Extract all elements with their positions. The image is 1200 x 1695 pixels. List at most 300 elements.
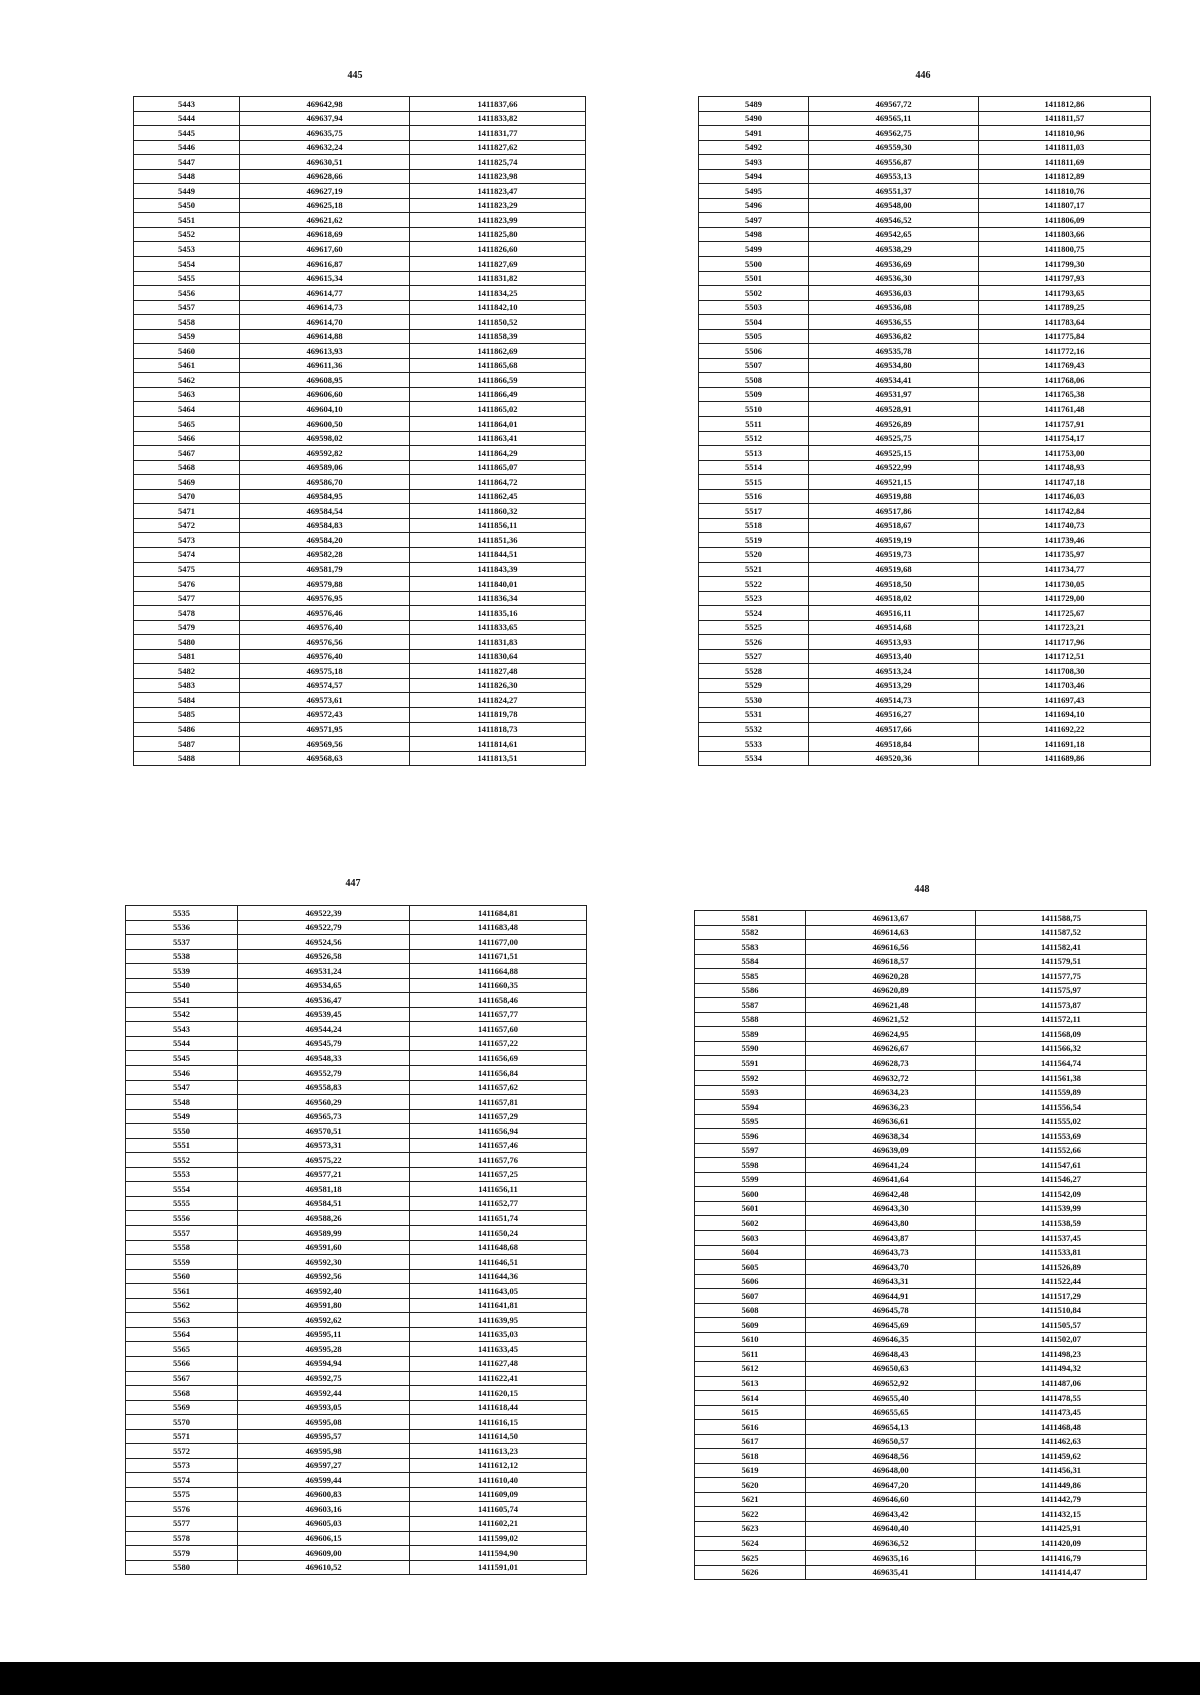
point-number-cell: 5589 bbox=[695, 1027, 806, 1042]
y-coordinate-cell: 1411416,79 bbox=[976, 1551, 1147, 1566]
y-coordinate-cell: 1411526,89 bbox=[976, 1260, 1147, 1275]
table-row bbox=[126, 1066, 587, 1081]
x-coordinate-cell: 469594,94 bbox=[238, 1356, 410, 1371]
point-number-cell: 5587 bbox=[695, 998, 806, 1013]
point-number-cell: 5445 bbox=[134, 126, 240, 141]
y-coordinate-cell: 1411579,51 bbox=[976, 954, 1147, 969]
y-coordinate-cell: 1411864,01 bbox=[410, 417, 586, 432]
table-row bbox=[695, 954, 1147, 969]
table-row bbox=[126, 1560, 587, 1575]
table-row bbox=[699, 257, 1151, 272]
x-coordinate-cell: 469574,57 bbox=[240, 678, 410, 693]
x-coordinate-cell: 469589,99 bbox=[238, 1226, 410, 1241]
y-coordinate-cell: 1411807,17 bbox=[979, 198, 1151, 213]
table-row bbox=[134, 446, 586, 461]
y-coordinate-cell: 1411691,18 bbox=[979, 737, 1151, 752]
y-coordinate-cell: 1411866,49 bbox=[410, 387, 586, 402]
y-coordinate-cell: 1411800,75 bbox=[979, 242, 1151, 257]
y-coordinate-cell: 1411863,41 bbox=[410, 431, 586, 446]
table-row bbox=[126, 1269, 587, 1284]
x-coordinate-cell: 469592,75 bbox=[238, 1371, 410, 1386]
x-coordinate-cell: 469539,45 bbox=[238, 1007, 410, 1022]
point-number-cell: 5501 bbox=[699, 271, 809, 286]
point-number-cell: 5463 bbox=[134, 387, 240, 402]
x-coordinate-cell: 469595,08 bbox=[238, 1415, 410, 1430]
x-coordinate-cell: 469642,98 bbox=[240, 97, 410, 112]
x-coordinate-cell: 469644,91 bbox=[806, 1289, 976, 1304]
point-number-cell: 5584 bbox=[695, 954, 806, 969]
x-coordinate-cell: 469536,47 bbox=[238, 993, 410, 1008]
y-coordinate-cell: 1411459,62 bbox=[976, 1449, 1147, 1464]
table-row bbox=[126, 964, 587, 979]
x-coordinate-cell: 469643,31 bbox=[806, 1274, 976, 1289]
point-number-cell: 5443 bbox=[134, 97, 240, 112]
y-coordinate-cell: 1411559,89 bbox=[976, 1085, 1147, 1100]
y-coordinate-cell: 1411850,52 bbox=[410, 315, 586, 330]
y-coordinate-cell: 1411449,86 bbox=[976, 1478, 1147, 1493]
x-coordinate-cell: 469635,75 bbox=[240, 126, 410, 141]
x-coordinate-cell: 469606,15 bbox=[238, 1531, 410, 1546]
x-coordinate-cell: 469575,22 bbox=[238, 1153, 410, 1168]
x-coordinate-cell: 469553,13 bbox=[809, 169, 979, 184]
y-coordinate-cell: 1411547,61 bbox=[976, 1158, 1147, 1173]
table-row bbox=[126, 1211, 587, 1226]
y-coordinate-cell: 1411618,44 bbox=[410, 1400, 587, 1415]
x-coordinate-cell: 469513,93 bbox=[809, 635, 979, 650]
table-row bbox=[126, 1502, 587, 1517]
x-coordinate-cell: 469609,00 bbox=[238, 1546, 410, 1561]
point-number-cell: 5525 bbox=[699, 620, 809, 635]
table-row bbox=[699, 402, 1151, 417]
point-number-cell: 5490 bbox=[699, 111, 809, 126]
point-number-cell: 5620 bbox=[695, 1478, 806, 1493]
y-coordinate-cell: 1411836,34 bbox=[410, 591, 586, 606]
x-coordinate-cell: 469531,97 bbox=[809, 387, 979, 402]
x-coordinate-cell: 469620,28 bbox=[806, 969, 976, 984]
x-coordinate-cell: 469643,80 bbox=[806, 1216, 976, 1231]
point-number-cell: 5458 bbox=[134, 315, 240, 330]
y-coordinate-cell: 1411552,66 bbox=[976, 1143, 1147, 1158]
point-number-cell: 5503 bbox=[699, 300, 809, 315]
table-row bbox=[695, 1216, 1147, 1231]
table-row bbox=[126, 1109, 587, 1124]
x-coordinate-cell: 469519,73 bbox=[809, 547, 979, 562]
point-number-cell: 5560 bbox=[126, 1269, 238, 1284]
x-coordinate-cell: 469616,56 bbox=[806, 940, 976, 955]
table-row bbox=[695, 1405, 1147, 1420]
x-coordinate-cell: 469545,79 bbox=[238, 1036, 410, 1051]
table-row bbox=[126, 1051, 587, 1066]
x-coordinate-cell: 469518,50 bbox=[809, 577, 979, 592]
point-number-cell: 5569 bbox=[126, 1400, 238, 1415]
point-number-cell: 5480 bbox=[134, 635, 240, 650]
y-coordinate-cell: 1411813,51 bbox=[410, 751, 586, 766]
x-coordinate-cell: 469638,34 bbox=[806, 1129, 976, 1144]
y-coordinate-cell: 1411835,16 bbox=[410, 606, 586, 621]
point-number-cell: 5539 bbox=[126, 964, 238, 979]
table-row bbox=[695, 1536, 1147, 1551]
point-number-cell: 5449 bbox=[134, 184, 240, 199]
table-row bbox=[126, 978, 587, 993]
y-coordinate-cell: 1411468,48 bbox=[976, 1420, 1147, 1435]
point-number-cell: 5590 bbox=[695, 1041, 806, 1056]
x-coordinate-cell: 469645,69 bbox=[806, 1318, 976, 1333]
point-number-cell: 5466 bbox=[134, 431, 240, 446]
point-number-cell: 5576 bbox=[126, 1502, 238, 1517]
table-row bbox=[695, 1187, 1147, 1202]
point-number-cell: 5588 bbox=[695, 1012, 806, 1027]
y-coordinate-cell: 1411811,57 bbox=[979, 111, 1151, 126]
y-coordinate-cell: 1411814,61 bbox=[410, 737, 586, 752]
point-number-cell: 5487 bbox=[134, 737, 240, 752]
table-row bbox=[699, 126, 1151, 141]
point-number-cell: 5583 bbox=[695, 940, 806, 955]
point-number-cell: 5554 bbox=[126, 1182, 238, 1197]
point-number-cell: 5523 bbox=[699, 591, 809, 606]
point-number-cell: 5507 bbox=[699, 358, 809, 373]
point-number-cell: 5479 bbox=[134, 620, 240, 635]
x-coordinate-cell: 469531,24 bbox=[238, 964, 410, 979]
y-coordinate-cell: 1411843,39 bbox=[410, 562, 586, 577]
table-row bbox=[134, 111, 586, 126]
table-row bbox=[134, 562, 586, 577]
point-number-cell: 5551 bbox=[126, 1138, 238, 1153]
x-coordinate-cell: 469597,27 bbox=[238, 1458, 410, 1473]
x-coordinate-cell: 469560,29 bbox=[238, 1095, 410, 1110]
x-coordinate-cell: 469519,88 bbox=[809, 489, 979, 504]
point-number-cell: 5461 bbox=[134, 358, 240, 373]
y-coordinate-cell: 1411652,77 bbox=[410, 1196, 587, 1211]
point-number-cell: 5553 bbox=[126, 1167, 238, 1182]
x-coordinate-cell: 469614,73 bbox=[240, 300, 410, 315]
x-coordinate-cell: 469579,88 bbox=[240, 577, 410, 592]
point-number-cell: 5570 bbox=[126, 1415, 238, 1430]
x-coordinate-cell: 469518,84 bbox=[809, 737, 979, 752]
x-coordinate-cell: 469517,66 bbox=[809, 722, 979, 737]
x-coordinate-cell: 469606,60 bbox=[240, 387, 410, 402]
point-number-cell: 5559 bbox=[126, 1255, 238, 1270]
x-coordinate-cell: 469551,37 bbox=[809, 184, 979, 199]
y-coordinate-cell: 1411639,95 bbox=[410, 1313, 587, 1328]
x-coordinate-cell: 469648,56 bbox=[806, 1449, 976, 1464]
table-row bbox=[134, 126, 586, 141]
table-row bbox=[695, 1129, 1147, 1144]
point-number-cell: 5534 bbox=[699, 751, 809, 766]
coordinates-table bbox=[694, 910, 1147, 1580]
y-coordinate-cell: 1411553,69 bbox=[976, 1129, 1147, 1144]
y-coordinate-cell: 1411671,51 bbox=[410, 949, 587, 964]
y-coordinate-cell: 1411646,51 bbox=[410, 1255, 587, 1270]
y-coordinate-cell: 1411658,46 bbox=[410, 993, 587, 1008]
point-number-cell: 5607 bbox=[695, 1289, 806, 1304]
x-coordinate-cell: 469610,52 bbox=[238, 1560, 410, 1575]
x-coordinate-cell: 469575,18 bbox=[240, 664, 410, 679]
y-coordinate-cell: 1411746,03 bbox=[979, 489, 1151, 504]
point-number-cell: 5578 bbox=[126, 1531, 238, 1546]
point-number-cell: 5521 bbox=[699, 562, 809, 577]
point-number-cell: 5506 bbox=[699, 344, 809, 359]
point-number-cell: 5580 bbox=[126, 1560, 238, 1575]
y-coordinate-cell: 1411577,75 bbox=[976, 969, 1147, 984]
y-coordinate-cell: 1411757,91 bbox=[979, 417, 1151, 432]
table-row bbox=[126, 1473, 587, 1488]
point-number-cell: 5615 bbox=[695, 1405, 806, 1420]
x-coordinate-cell: 469565,11 bbox=[809, 111, 979, 126]
y-coordinate-cell: 1411833,65 bbox=[410, 620, 586, 635]
point-number-cell: 5455 bbox=[134, 271, 240, 286]
point-number-cell: 5564 bbox=[126, 1327, 238, 1342]
x-coordinate-cell: 469559,30 bbox=[809, 140, 979, 155]
point-number-cell: 5574 bbox=[126, 1473, 238, 1488]
table-row bbox=[699, 184, 1151, 199]
x-coordinate-cell: 469648,43 bbox=[806, 1347, 976, 1362]
y-coordinate-cell: 1411537,45 bbox=[976, 1231, 1147, 1246]
x-coordinate-cell: 469634,23 bbox=[806, 1085, 976, 1100]
table-row bbox=[134, 693, 586, 708]
x-coordinate-cell: 469536,82 bbox=[809, 329, 979, 344]
point-number-cell: 5505 bbox=[699, 329, 809, 344]
point-number-cell: 5537 bbox=[126, 935, 238, 950]
y-coordinate-cell: 1411694,10 bbox=[979, 707, 1151, 722]
x-coordinate-cell: 469576,46 bbox=[240, 606, 410, 621]
x-coordinate-cell: 469635,41 bbox=[806, 1565, 976, 1580]
point-number-cell: 5604 bbox=[695, 1245, 806, 1260]
table-row bbox=[126, 1400, 587, 1415]
point-number-cell: 5486 bbox=[134, 722, 240, 737]
y-coordinate-cell: 1411684,81 bbox=[410, 906, 587, 921]
point-number-cell: 5573 bbox=[126, 1458, 238, 1473]
x-coordinate-cell: 469593,05 bbox=[238, 1400, 410, 1415]
point-number-cell: 5491 bbox=[699, 126, 809, 141]
x-coordinate-cell: 469581,18 bbox=[238, 1182, 410, 1197]
point-number-cell: 5596 bbox=[695, 1129, 806, 1144]
x-coordinate-cell: 469592,30 bbox=[238, 1255, 410, 1270]
table-row bbox=[134, 664, 586, 679]
point-number-cell: 5512 bbox=[699, 431, 809, 446]
point-number-cell: 5473 bbox=[134, 533, 240, 548]
point-number-cell: 5474 bbox=[134, 547, 240, 562]
table-row bbox=[134, 737, 586, 752]
x-coordinate-cell: 469542,65 bbox=[809, 227, 979, 242]
point-number-cell: 5522 bbox=[699, 577, 809, 592]
x-coordinate-cell: 469576,95 bbox=[240, 591, 410, 606]
y-coordinate-cell: 1411833,82 bbox=[410, 111, 586, 126]
table-row bbox=[134, 402, 586, 417]
point-number-cell: 5509 bbox=[699, 387, 809, 402]
point-number-cell: 5577 bbox=[126, 1516, 238, 1531]
x-coordinate-cell: 469618,69 bbox=[240, 227, 410, 242]
table-row bbox=[134, 184, 586, 199]
point-number-cell: 5593 bbox=[695, 1085, 806, 1100]
table-row bbox=[699, 489, 1151, 504]
table-row bbox=[126, 1167, 587, 1182]
x-coordinate-cell: 469592,56 bbox=[238, 1269, 410, 1284]
y-coordinate-cell: 1411657,60 bbox=[410, 1022, 587, 1037]
table-row bbox=[699, 300, 1151, 315]
table-row bbox=[695, 1260, 1147, 1275]
x-coordinate-cell: 469544,24 bbox=[238, 1022, 410, 1037]
point-number-cell: 5610 bbox=[695, 1332, 806, 1347]
point-number-cell: 5453 bbox=[134, 242, 240, 257]
x-coordinate-cell: 469522,99 bbox=[809, 460, 979, 475]
x-coordinate-cell: 469514,73 bbox=[809, 693, 979, 708]
x-coordinate-cell: 469615,34 bbox=[240, 271, 410, 286]
y-coordinate-cell: 1411657,62 bbox=[410, 1080, 587, 1095]
table-row bbox=[134, 417, 586, 432]
point-number-cell: 5557 bbox=[126, 1226, 238, 1241]
table-row bbox=[695, 925, 1147, 940]
y-coordinate-cell: 1411775,84 bbox=[979, 329, 1151, 344]
table-row bbox=[695, 1056, 1147, 1071]
y-coordinate-cell: 1411633,45 bbox=[410, 1342, 587, 1357]
x-coordinate-cell: 469595,11 bbox=[238, 1327, 410, 1342]
table-row bbox=[126, 906, 587, 921]
y-coordinate-cell: 1411657,22 bbox=[410, 1036, 587, 1051]
point-number-cell: 5568 bbox=[126, 1386, 238, 1401]
y-coordinate-cell: 1411819,78 bbox=[410, 707, 586, 722]
table-row bbox=[699, 649, 1151, 664]
x-coordinate-cell: 469614,77 bbox=[240, 286, 410, 301]
y-coordinate-cell: 1411566,32 bbox=[976, 1041, 1147, 1056]
point-number-cell: 5623 bbox=[695, 1521, 806, 1536]
y-coordinate-cell: 1411827,69 bbox=[410, 257, 586, 272]
x-coordinate-cell: 469652,92 bbox=[806, 1376, 976, 1391]
point-number-cell: 5606 bbox=[695, 1274, 806, 1289]
y-coordinate-cell: 1411613,23 bbox=[410, 1444, 587, 1459]
y-coordinate-cell: 1411856,11 bbox=[410, 518, 586, 533]
table-row bbox=[695, 940, 1147, 955]
point-number-cell: 5468 bbox=[134, 460, 240, 475]
table-row bbox=[699, 475, 1151, 490]
y-coordinate-cell: 1411811,03 bbox=[979, 140, 1151, 155]
y-coordinate-cell: 1411823,98 bbox=[410, 169, 586, 184]
x-coordinate-cell: 469654,13 bbox=[806, 1420, 976, 1435]
y-coordinate-cell: 1411656,11 bbox=[410, 1182, 587, 1197]
x-coordinate-cell: 469617,60 bbox=[240, 242, 410, 257]
point-number-cell: 5492 bbox=[699, 140, 809, 155]
table-row bbox=[134, 358, 586, 373]
point-number-cell: 5448 bbox=[134, 169, 240, 184]
point-number-cell: 5602 bbox=[695, 1216, 806, 1231]
x-coordinate-cell: 469630,51 bbox=[240, 155, 410, 170]
x-coordinate-cell: 469646,60 bbox=[806, 1492, 976, 1507]
x-coordinate-cell: 469621,48 bbox=[806, 998, 976, 1013]
table-row bbox=[134, 155, 586, 170]
x-coordinate-cell: 469584,51 bbox=[238, 1196, 410, 1211]
coordinates-table bbox=[698, 96, 1151, 766]
y-coordinate-cell: 1411862,69 bbox=[410, 344, 586, 359]
coordinates-table bbox=[133, 96, 586, 766]
y-coordinate-cell: 1411656,84 bbox=[410, 1066, 587, 1081]
x-coordinate-cell: 469513,40 bbox=[809, 649, 979, 664]
x-coordinate-cell: 469605,03 bbox=[238, 1516, 410, 1531]
y-coordinate-cell: 1411754,17 bbox=[979, 431, 1151, 446]
x-coordinate-cell: 469640,40 bbox=[806, 1521, 976, 1536]
y-coordinate-cell: 1411772,16 bbox=[979, 344, 1151, 359]
y-coordinate-cell: 1411865,07 bbox=[410, 460, 586, 475]
table-row bbox=[695, 1274, 1147, 1289]
table-row bbox=[134, 533, 586, 548]
table-row bbox=[699, 707, 1151, 722]
y-coordinate-cell: 1411725,67 bbox=[979, 606, 1151, 621]
point-number-cell: 5546 bbox=[126, 1066, 238, 1081]
page-number: 448 bbox=[914, 884, 930, 895]
point-number-cell: 5451 bbox=[134, 213, 240, 228]
y-coordinate-cell: 1411793,65 bbox=[979, 286, 1151, 301]
x-coordinate-cell: 469620,89 bbox=[806, 983, 976, 998]
x-coordinate-cell: 469599,44 bbox=[238, 1473, 410, 1488]
table-row bbox=[699, 547, 1151, 562]
y-coordinate-cell: 1411697,43 bbox=[979, 693, 1151, 708]
y-coordinate-cell: 1411616,15 bbox=[410, 1415, 587, 1430]
x-coordinate-cell: 469621,52 bbox=[806, 1012, 976, 1027]
x-coordinate-cell: 469516,11 bbox=[809, 606, 979, 621]
table-row bbox=[695, 1027, 1147, 1042]
table-row bbox=[699, 358, 1151, 373]
y-coordinate-cell: 1411573,87 bbox=[976, 998, 1147, 1013]
y-coordinate-cell: 1411656,69 bbox=[410, 1051, 587, 1066]
y-coordinate-cell: 1411811,69 bbox=[979, 155, 1151, 170]
x-coordinate-cell: 469534,80 bbox=[809, 358, 979, 373]
x-coordinate-cell: 469643,30 bbox=[806, 1201, 976, 1216]
point-number-cell: 5613 bbox=[695, 1376, 806, 1391]
table-row bbox=[699, 577, 1151, 592]
table-row bbox=[126, 993, 587, 1008]
point-number-cell: 5511 bbox=[699, 417, 809, 432]
table-row bbox=[126, 1153, 587, 1168]
table-row bbox=[699, 97, 1151, 112]
point-number-cell: 5618 bbox=[695, 1449, 806, 1464]
table-row bbox=[699, 606, 1151, 621]
point-number-cell: 5558 bbox=[126, 1240, 238, 1255]
y-coordinate-cell: 1411810,76 bbox=[979, 184, 1151, 199]
coordinates-table bbox=[125, 905, 587, 1575]
y-coordinate-cell: 1411834,25 bbox=[410, 286, 586, 301]
point-number-cell: 5566 bbox=[126, 1356, 238, 1371]
y-coordinate-cell: 1411555,02 bbox=[976, 1114, 1147, 1129]
point-number-cell: 5579 bbox=[126, 1546, 238, 1561]
y-coordinate-cell: 1411657,76 bbox=[410, 1153, 587, 1168]
x-coordinate-cell: 469514,68 bbox=[809, 620, 979, 635]
x-coordinate-cell: 469643,70 bbox=[806, 1260, 976, 1275]
table-row bbox=[695, 1201, 1147, 1216]
y-coordinate-cell: 1411599,02 bbox=[410, 1531, 587, 1546]
y-coordinate-cell: 1411827,48 bbox=[410, 664, 586, 679]
point-number-cell: 5529 bbox=[699, 678, 809, 693]
x-coordinate-cell: 469534,41 bbox=[809, 373, 979, 388]
point-number-cell: 5535 bbox=[126, 906, 238, 921]
y-coordinate-cell: 1411789,25 bbox=[979, 300, 1151, 315]
x-coordinate-cell: 469517,86 bbox=[809, 504, 979, 519]
table-row bbox=[134, 649, 586, 664]
y-coordinate-cell: 1411539,99 bbox=[976, 1201, 1147, 1216]
point-number-cell: 5446 bbox=[134, 140, 240, 155]
point-number-cell: 5616 bbox=[695, 1420, 806, 1435]
y-coordinate-cell: 1411572,11 bbox=[976, 1012, 1147, 1027]
y-coordinate-cell: 1411765,38 bbox=[979, 387, 1151, 402]
y-coordinate-cell: 1411643,05 bbox=[410, 1284, 587, 1299]
x-coordinate-cell: 469519,19 bbox=[809, 533, 979, 548]
y-coordinate-cell: 1411812,89 bbox=[979, 169, 1151, 184]
point-number-cell: 5484 bbox=[134, 693, 240, 708]
x-coordinate-cell: 469591,80 bbox=[238, 1298, 410, 1313]
table-row bbox=[134, 315, 586, 330]
y-coordinate-cell: 1411610,40 bbox=[410, 1473, 587, 1488]
x-coordinate-cell: 469536,30 bbox=[809, 271, 979, 286]
x-coordinate-cell: 469648,00 bbox=[806, 1463, 976, 1478]
point-number-cell: 5495 bbox=[699, 184, 809, 199]
point-number-cell: 5530 bbox=[699, 693, 809, 708]
